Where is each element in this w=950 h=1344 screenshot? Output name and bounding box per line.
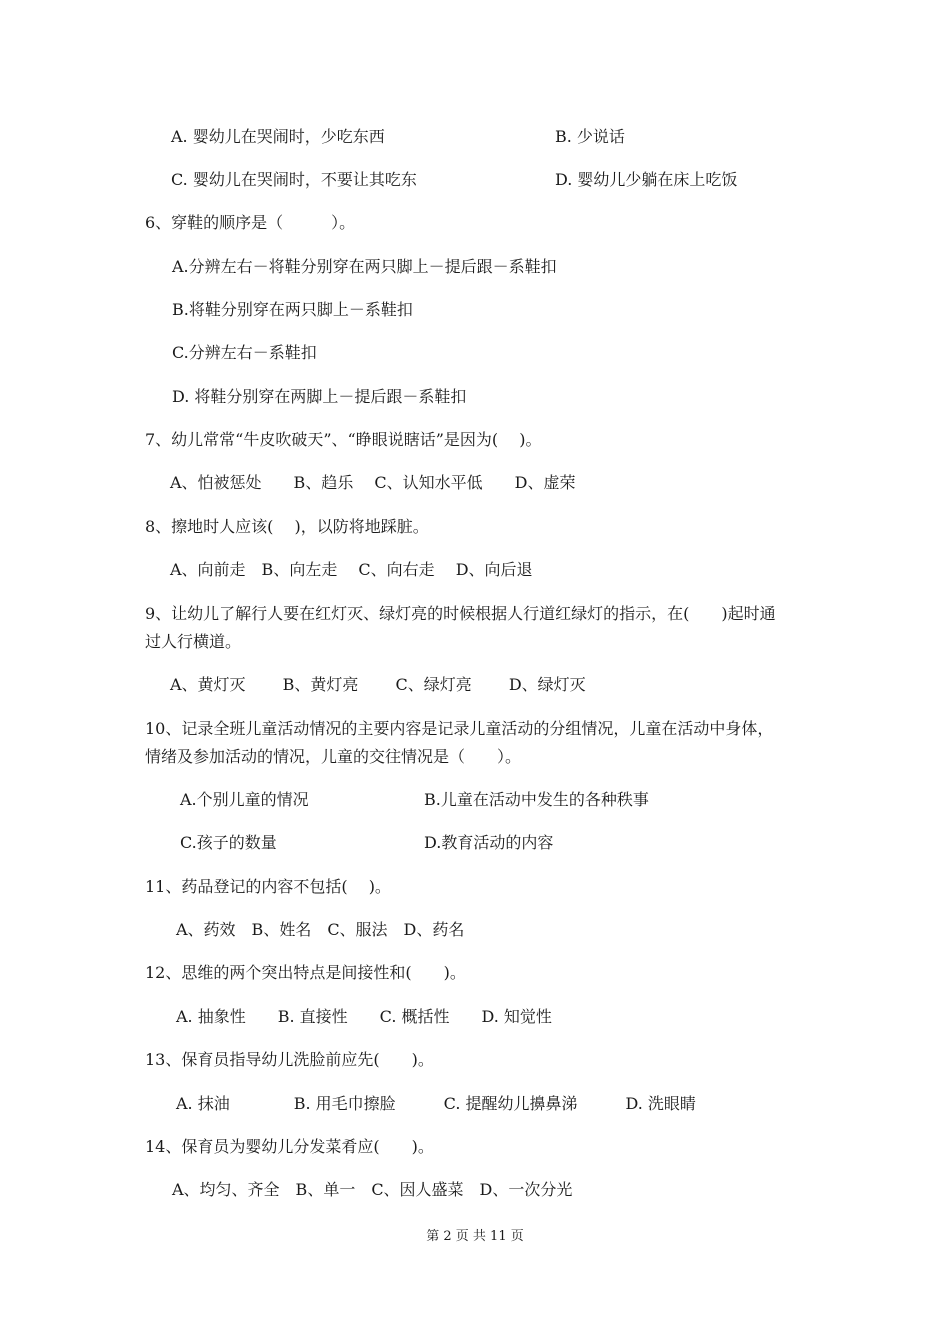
q11-stem: 11、药品登记的内容不包括( )。 [145, 877, 391, 896]
q9-options: A、黄灯灭 B、黄灯亮 C、绿灯亮 D、绿灯灭 [170, 675, 586, 694]
q5-option-b: B. 少说话 [555, 127, 625, 146]
q12-options: A. 抽象性 B. 直接性 C. 概括性 D. 知觉性 [176, 1007, 552, 1026]
q10-stem-line-2: 情绪及参加活动的情况，儿童的交往情况是（ ）。 [145, 747, 522, 766]
q6-stem: 6、穿鞋的顺序是（ ）。 [145, 213, 356, 232]
q6-option-c: C.分辨左右－系鞋扣 [172, 343, 317, 362]
q11-options: A、药效 B、姓名 C、服法 D、药名 [176, 920, 465, 939]
q6-option-b: B.将鞋分别穿在两只脚上－系鞋扣 [172, 300, 413, 319]
q10-option-c: C.孩子的数量 [180, 833, 277, 852]
q7-stem: 7、幼儿常常“牛皮吹破天”、“睁眼说瞎话”是因为( )。 [145, 430, 542, 449]
q5-option-a: A. 婴幼儿在哭闹时，少吃东西 [171, 127, 385, 146]
page-footer: 第 2 页 共 11 页 [426, 1229, 524, 1244]
q12-stem: 12、思维的两个突出特点是间接性和( )。 [145, 963, 466, 982]
q8-options: A、向前走 B、向左走 C、向右走 D、向后退 [170, 560, 533, 579]
q14-options: A、均匀、齐全 B、单一 C、因人盛菜 D、一次分光 [172, 1180, 573, 1199]
q10-option-d: D.教育活动的内容 [424, 833, 554, 852]
q6-option-d: D. 将鞋分别穿在两脚上－提后跟－系鞋扣 [172, 387, 467, 406]
q9-stem-line-2: 过人行横道。 [145, 632, 242, 651]
q14-stem: 14、保育员为婴幼儿分发菜肴应( )。 [145, 1137, 434, 1156]
q10-stem-line-1: 10、记录全班儿童活动情况的主要内容是记录儿童活动的分组情况，儿童在活动中身体， [145, 719, 774, 738]
q13-options: A. 抹油 B. 用毛巾擦脸 C. 提醒幼儿擤鼻涕 D. 洗眼睛 [176, 1094, 696, 1113]
q13-stem: 13、保育员指导幼儿洗脸前应先( )。 [145, 1050, 434, 1069]
q9-stem-line-1: 9、让幼儿了解行人要在红灯灭、绿灯亮的时候根据人行道红绿灯的指示，在( )起时通 [145, 604, 776, 623]
q5-option-c: C. 婴幼儿在哭闹时，不要让其吃东 [171, 170, 417, 189]
q8-stem: 8、擦地时人应该( )，以防将地踩脏。 [145, 517, 429, 536]
q5-option-d: D. 婴幼儿少躺在床上吃饭 [555, 170, 738, 189]
q10-option-b: B.儿童在活动中发生的各种秩事 [424, 790, 649, 809]
q7-options: A、怕被惩处 B、趋乐 C、认知水平低 D、虚荣 [170, 473, 576, 492]
q6-option-a: A.分辨左右－将鞋分别穿在两只脚上－提后跟－系鞋扣 [172, 257, 557, 276]
q10-option-a: A.个别儿童的情况 [180, 790, 309, 809]
